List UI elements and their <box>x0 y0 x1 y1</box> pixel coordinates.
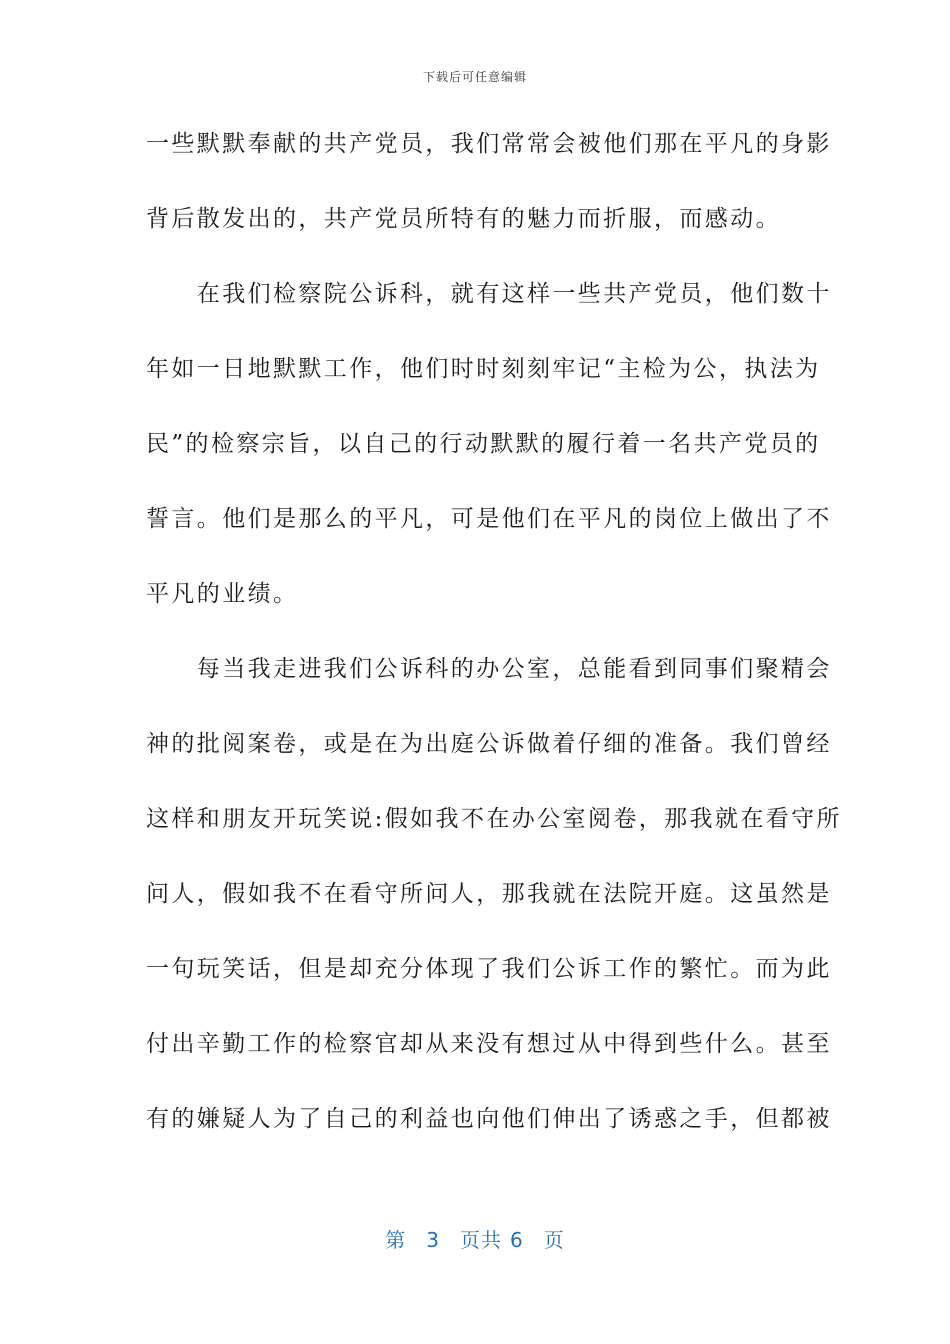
text-line: 付出辛勤工作的检察官却从来没有想过从中得到些什么。甚至 <box>146 1031 832 1057</box>
text-line: 年如一日地默默工作，他们时时刻刻牢记“主检为公，执法为 <box>146 356 821 382</box>
footer-suffix: 页 <box>543 1228 565 1252</box>
total-page-number: 6 <box>510 1228 524 1252</box>
page-footer <box>0 1224 950 1253</box>
text-line: 民”的检察宗旨，以自己的行动默默的履行着一名共产党员的 <box>146 431 821 457</box>
footer-prefix: 第 <box>385 1228 407 1252</box>
current-page-number: 3 <box>426 1228 440 1252</box>
text-line: 神的批阅案卷，或是在为出庭公诉做着仔细的准备。我们曾经 <box>146 731 832 757</box>
text-line: 每当我走进我们公诉科的办公室，总能看到同事们聚精会 <box>146 656 832 682</box>
text-line: 问人，假如我不在看守所问人，那我就在法院开庭。这虽然是 <box>146 881 832 907</box>
text-line: 背后散发出的，共产党员所特有的魅力而折服，而感动。 <box>146 206 781 232</box>
text-line: 一句玩笑话，但是却充分体现了我们公诉工作的繁忙。而为此 <box>146 956 832 982</box>
footer-middle: 页共 <box>460 1228 502 1252</box>
text-line: 在我们检察院公诉科，就有这样一些共产党员，他们数十 <box>146 281 832 307</box>
text-line: 这样和朋友开玩笑说:假如我不在办公室阅卷，那我就在看守所 <box>146 806 842 832</box>
text-line: 平凡的业绩。 <box>146 581 299 607</box>
text-line: 一些默默奉献的共产党员，我们常常会被他们那在平凡的身影 <box>146 131 832 157</box>
text-line: 誓言。他们是那么的平凡，可是他们在平凡的岗位上做出了不 <box>146 506 832 532</box>
document-body <box>146 118 842 1168</box>
text-line: 有的嫌疑人为了自己的利益也向他们伸出了诱惑之手，但都被 <box>146 1106 832 1132</box>
header-note: 下载后可任意编辑 <box>422 70 527 84</box>
